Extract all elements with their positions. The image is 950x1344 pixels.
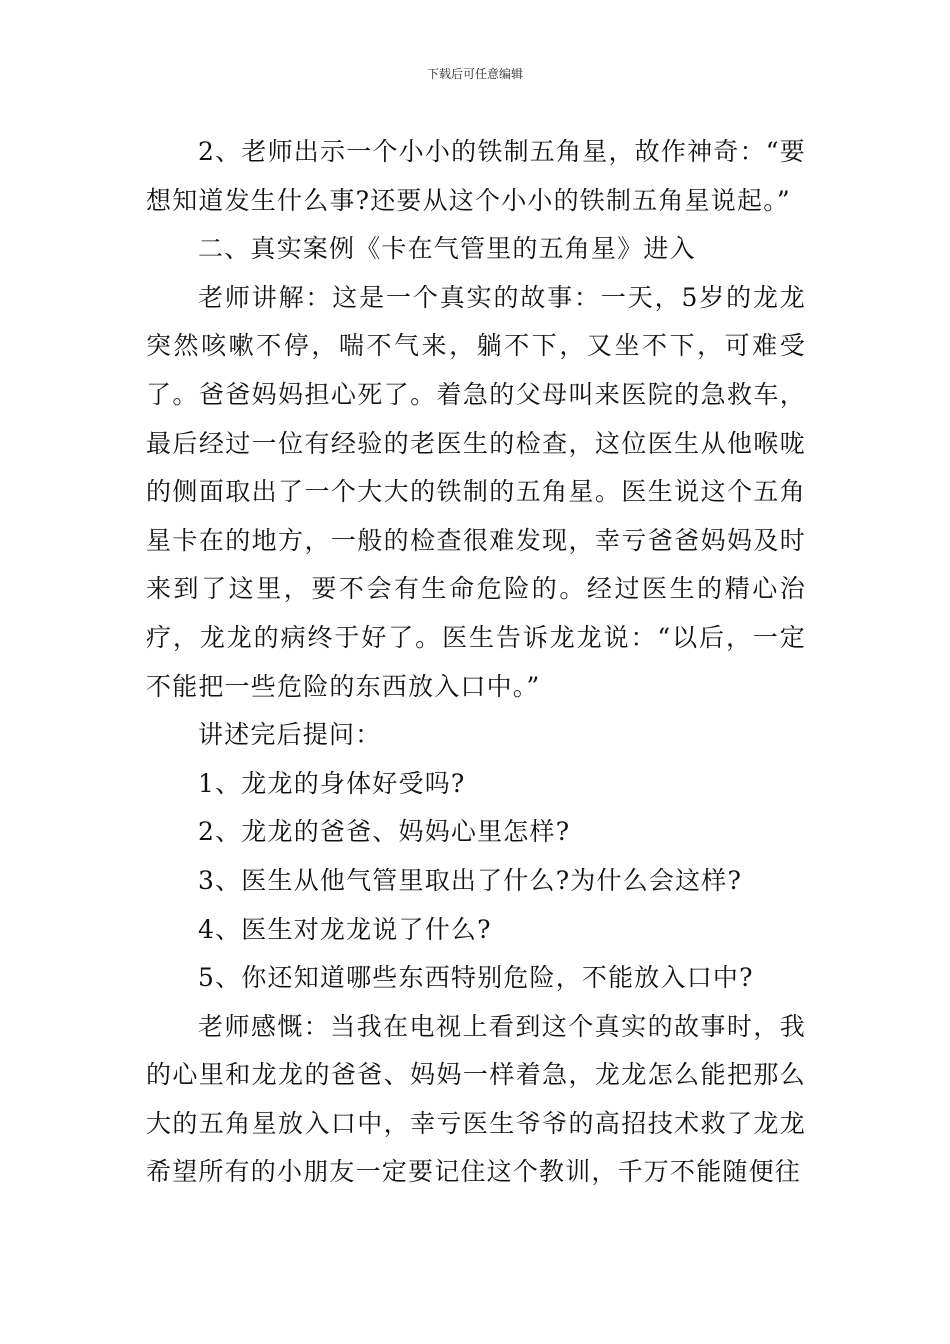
question-item-2: 2、龙龙的爸爸、妈妈心里怎样?: [198, 817, 571, 847]
paragraph-teacher-reflection: 老师感慨：当我在电视上看到这个真实的故事时，我的心里和龙龙的爸爸、妈妈一样着急，龙龙怎么能把那么大的五角星放入口中，幸亏医生爷爷的高招技术救了龙龙希望所有的小朋友一定要记住这个教训，千万不能随便往: [146, 1011, 806, 1187]
question-item-5: 5、你还知道哪些东西特别危险，不能放入口中?: [198, 963, 754, 993]
question-item-3: 3、医生从他气管里取出了什么?为什么会这样?: [198, 865, 743, 895]
document-body: [146, 128, 806, 1197]
question-item-1: 1、龙龙的身体好受吗?: [198, 768, 466, 798]
paragraph-questions-intro: 讲述完后提问：: [198, 720, 382, 750]
paragraph-intro-star: 2、老师出示一个小小的铁制五角星，故作神奇：“要想知道发生什么事?还要从这个小小的铁制五角星说起。”: [146, 137, 806, 215]
paragraph-story: 老师讲解：这是一个真实的故事：一天，5岁的龙龙突然咳嗽不停，喘不气来，躺不下，又坐不下，可难受了。爸爸妈妈担心死了。着急的父母叫来医院的急救车，最后经过一位有经验的老医生的检查，这位医生从他喉咙的侧面取出了一个大大的铁制的五角星。医生说这个五角星卡在的地方，一般的检查很难发现，幸亏爸爸妈妈及时来到了这里，要不会有生命危险的。经过医生的精心治疗，龙龙的病终于好了。医生告诉龙龙说：“以后，一定不能把一些危险的东西放入口中。”: [146, 282, 806, 701]
question-item-4: 4、医生对龙龙说了什么?: [198, 914, 492, 944]
page-header: 下载后可任意编辑: [426, 67, 523, 81]
section-heading-case: 二、真实案例《卡在气管里的五角星》进入: [198, 234, 696, 264]
